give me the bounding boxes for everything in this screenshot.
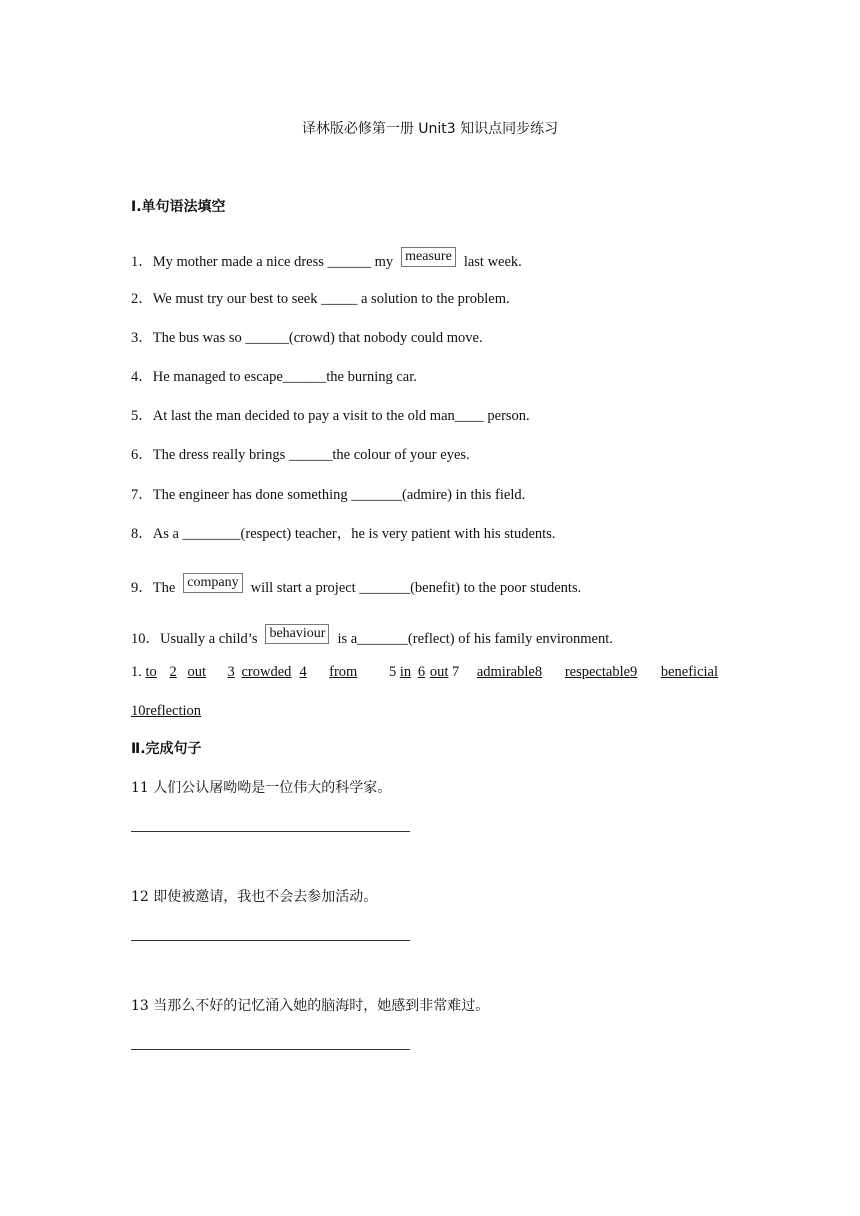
answer-number: 3 — [227, 664, 235, 680]
section-2-heading: Ⅱ.完成句子 — [131, 741, 202, 757]
question-number: 8． — [131, 526, 153, 542]
question-number: 7． — [131, 487, 153, 503]
question-text: My mother made a nice dress ______ my — [152, 254, 394, 270]
answer-number: 7 — [451, 664, 460, 680]
question-text: We must try our best to seek _____ a solution to the problem. — [152, 291, 510, 307]
question-text: As a ________(respect) teacher，he is very patient with his students. — [152, 526, 556, 542]
word-box: behaviour — [265, 624, 329, 644]
translation-item-13: 13 当那么不好的记忆涌入她的脑海时，她感到非常难过。 — [131, 998, 490, 1014]
answer-number: 6 — [417, 664, 426, 680]
question-text: last week. — [463, 254, 522, 270]
answer-line — [131, 940, 410, 941]
answer-number: 5 — [388, 664, 397, 680]
question-text: is a_______(reflect) of his family environment. — [337, 631, 613, 647]
answer-3: crowded — [241, 664, 292, 680]
word-box: company — [183, 573, 242, 593]
question-number: 6． — [131, 447, 153, 463]
answer-line — [131, 831, 410, 832]
question-text: The bus was so ______(crowd) that nobody could move. — [152, 330, 483, 346]
question-number: 10． — [131, 631, 160, 647]
question-text: will start a project _______(benefit) to the poor students. — [250, 580, 582, 596]
answer-7: admirable8 — [476, 664, 543, 680]
question-text: Usually a child’s — [160, 631, 258, 647]
question-5 — [131, 404, 530, 425]
answer-5: in — [399, 664, 412, 680]
answer-9: beneficial — [660, 664, 719, 680]
question-6 — [131, 443, 470, 464]
question-number: 4． — [131, 369, 153, 385]
answer-line — [131, 1049, 410, 1050]
section-1-heading: Ⅰ.单句语法填空 — [131, 199, 226, 215]
question-text: The — [152, 580, 176, 596]
answer-number: 2 — [169, 664, 177, 680]
question-number: 1． — [131, 254, 153, 270]
answer-key — [131, 664, 718, 681]
question-text: The engineer has done something _______(admire) in this field. — [152, 487, 526, 503]
word-box: measure — [401, 247, 456, 267]
question-number: 5． — [131, 408, 153, 424]
answer-8: respectable9 — [564, 664, 638, 680]
translation-item-12: 12 即使被邀请，我也不会去参加活动。 — [131, 889, 378, 905]
question-2 — [131, 287, 510, 308]
question-number: 9． — [131, 580, 153, 596]
answer-number: 4 — [299, 664, 307, 680]
answer-number: 1. — [131, 664, 142, 680]
question-4 — [131, 365, 417, 386]
question-9 — [131, 573, 581, 597]
answer-1: to — [145, 664, 157, 680]
question-number: 2． — [131, 291, 153, 307]
question-3 — [131, 326, 483, 347]
answer-6: out — [429, 664, 449, 680]
question-8 — [131, 522, 555, 543]
answer-2: out — [187, 664, 207, 680]
question-number: 3． — [131, 330, 153, 346]
page-title: 译林版必修第一册 Unit3 知识点同步练习 — [301, 121, 559, 137]
question-1 — [131, 247, 522, 271]
question-7 — [131, 483, 525, 504]
question-text: The dress really brings ______the colour of your eyes. — [152, 447, 470, 463]
question-text: At last the man decided to pay a visit to the old man____ person. — [152, 408, 530, 424]
question-text: He managed to escape______the burning car. — [152, 369, 417, 385]
translation-item-11: 11 人们公认屠呦呦是一位伟大的科学家。 — [131, 780, 392, 796]
question-10 — [131, 624, 613, 648]
answer-4: from — [329, 664, 358, 680]
answer-10: 10reflection — [131, 703, 202, 719]
